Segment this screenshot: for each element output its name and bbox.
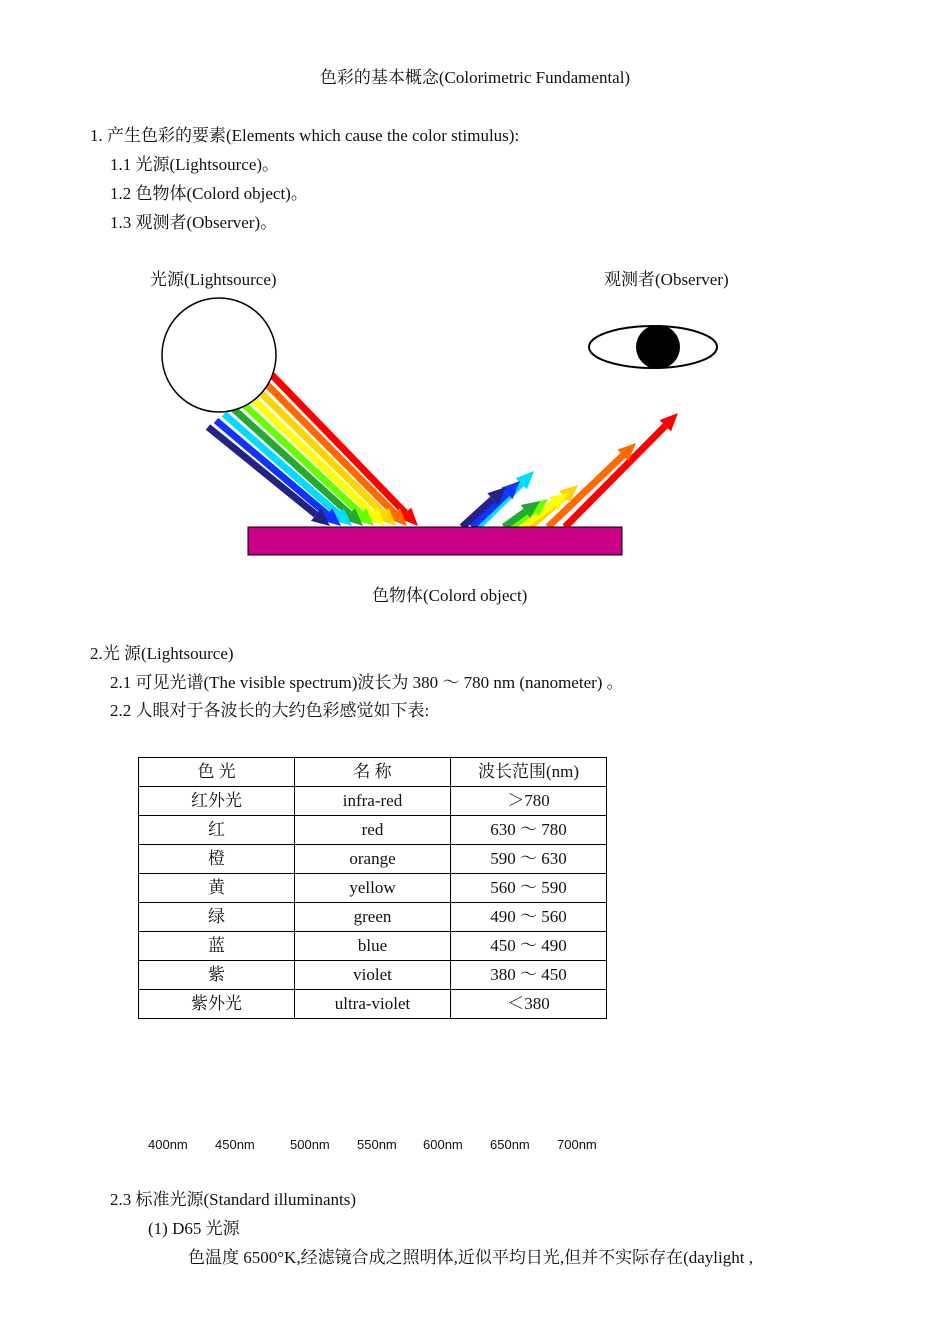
reflected-ray-arrow — [565, 413, 678, 527]
table-row — [139, 903, 607, 932]
object-label: 色物体(Colord object) — [372, 586, 528, 605]
light-source-circle — [162, 298, 276, 412]
cell-color: 紫外光 — [139, 990, 295, 1019]
cell-color: 紫 — [139, 961, 295, 990]
section2-item-1: 2.1 可见光谱(The visible spectrum)波长为 380 ～ 780 nm (nanometer) 。 — [110, 673, 624, 692]
cell-name: infra-red — [295, 787, 451, 816]
cell-color: 蓝 — [139, 932, 295, 961]
cell-name: orange — [295, 845, 451, 874]
eye-pupil — [636, 325, 680, 369]
cell-name: yellow — [295, 874, 451, 903]
table-header-row — [139, 758, 607, 787]
observer-label: 观测者(Observer) — [604, 270, 729, 289]
table-row — [139, 961, 607, 990]
table-row — [139, 787, 607, 816]
color-stimulus-diagram — [0, 255, 950, 575]
reflected-light-rays — [462, 413, 678, 527]
section2-item-2: 2.2 人眼对于各波长的大约色彩感觉如下表: — [110, 701, 430, 720]
cell-name: violet — [295, 961, 451, 990]
cell-range: 450 ～ 490 — [451, 932, 607, 961]
cell-range: 630 ～ 780 — [451, 816, 607, 845]
colored-object — [248, 527, 622, 555]
cell-name: blue — [295, 932, 451, 961]
section1-item-1: 1.1 光源(Lightsource)。 — [110, 155, 280, 174]
section2-heading: 2.光 源(Lightsource) — [90, 644, 234, 663]
wavelength-table — [138, 757, 607, 1019]
scale-label: 450nm — [215, 1137, 255, 1152]
cell-color: 红 — [139, 816, 295, 845]
scale-label: 600nm — [423, 1137, 463, 1152]
section1-heading: 1. 产生色彩的要素(Elements which cause the color stimulus): — [90, 126, 520, 145]
scale-label: 700nm — [557, 1137, 597, 1152]
cell-range: ＞780 — [451, 787, 607, 816]
section1-item-2: 1.2 色物体(Colord object)。 — [110, 184, 308, 203]
table-row — [139, 845, 607, 874]
cell-range: 590 ～ 630 — [451, 845, 607, 874]
section23-text: 色温度 6500°K,经滤镜合成之照明体,近似平均日光,但并不实际存在(daylight , — [188, 1248, 753, 1267]
column-header: 名 称 — [295, 758, 451, 787]
cell-name: green — [295, 903, 451, 932]
column-header: 色 光 — [139, 758, 295, 787]
cell-range: 560 ～ 590 — [451, 874, 607, 903]
cell-name: ultra-violet — [295, 990, 451, 1019]
cell-name: red — [295, 816, 451, 845]
reflected-ray-arrow — [548, 443, 636, 527]
cell-range: 380 ～ 450 — [451, 961, 607, 990]
section23-heading: 2.3 标准光源(Standard illuminants) — [110, 1190, 357, 1209]
page-title: 色彩的基本概念(Colorimetric Fundamental) — [319, 68, 631, 87]
cell-color: 橙 — [139, 845, 295, 874]
table-row — [139, 816, 607, 845]
cell-range: ＜380 — [451, 990, 607, 1019]
scale-label: 650nm — [490, 1137, 530, 1152]
cell-color: 红外光 — [139, 787, 295, 816]
table-row — [139, 932, 607, 961]
section23-sub1: (1) D65 光源 — [148, 1219, 240, 1238]
table-row — [139, 990, 607, 1019]
lightsource-label: 光源(Lightsource) — [150, 270, 277, 289]
column-header: 波长范围(nm) — [451, 758, 607, 787]
section1-item-3: 1.3 观测者(Observer)。 — [110, 213, 278, 232]
table-row — [139, 874, 607, 903]
cell-color: 绿 — [139, 903, 295, 932]
cell-range: 490 ～ 560 — [451, 903, 607, 932]
scale-label: 400nm — [148, 1137, 188, 1152]
scale-label: 500nm — [290, 1137, 330, 1152]
cell-color: 黄 — [139, 874, 295, 903]
scale-label: 550nm — [357, 1137, 397, 1152]
